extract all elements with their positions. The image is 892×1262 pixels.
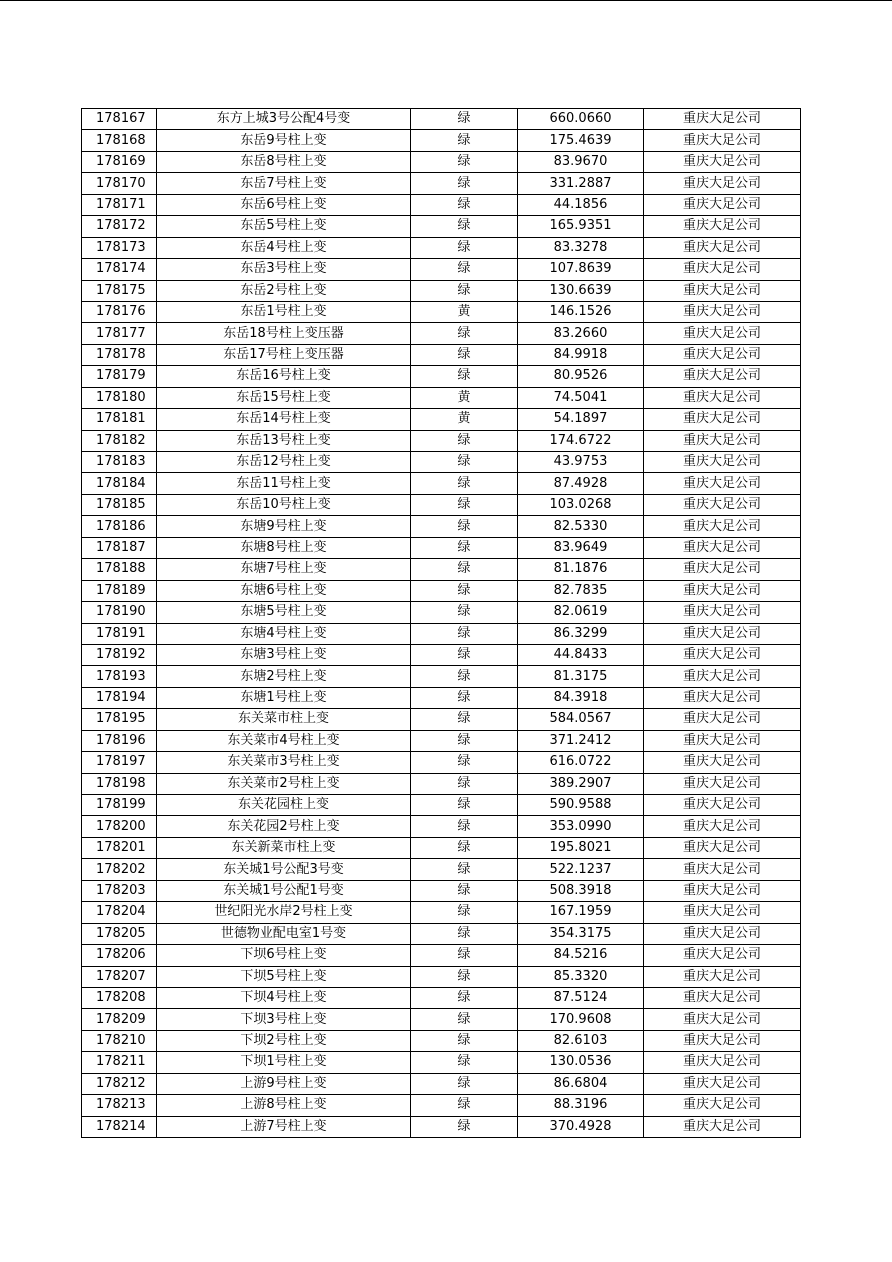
cell-id: 178174 xyxy=(82,259,157,280)
cell-id: 178190 xyxy=(82,602,157,623)
cell-company: 重庆大足公司 xyxy=(644,516,801,537)
cell-company: 重庆大足公司 xyxy=(644,1073,801,1094)
cell-name: 东关新菜市柱上变 xyxy=(157,837,411,858)
cell-name: 东岳16号柱上变 xyxy=(157,366,411,387)
cell-id: 178205 xyxy=(82,923,157,944)
cell-value: 87.5124 xyxy=(518,987,644,1008)
table-row xyxy=(82,795,801,816)
cell-company: 重庆大足公司 xyxy=(644,666,801,687)
cell-color-status: 绿 xyxy=(411,602,518,623)
cell-company: 重庆大足公司 xyxy=(644,559,801,580)
cell-value: 84.3918 xyxy=(518,687,644,708)
table-row xyxy=(82,773,801,794)
cell-value: 174.6722 xyxy=(518,430,644,451)
cell-value: 331.2887 xyxy=(518,173,644,194)
cell-value: 87.4928 xyxy=(518,473,644,494)
cell-value: 130.6639 xyxy=(518,280,644,301)
cell-id: 178171 xyxy=(82,194,157,215)
cell-color-status: 绿 xyxy=(411,923,518,944)
cell-value: 82.5330 xyxy=(518,516,644,537)
cell-id: 178212 xyxy=(82,1073,157,1094)
cell-color-status: 绿 xyxy=(411,966,518,987)
cell-name: 东塘7号柱上变 xyxy=(157,559,411,580)
table-row xyxy=(82,602,801,623)
cell-company: 重庆大足公司 xyxy=(644,923,801,944)
cell-value: 195.8021 xyxy=(518,837,644,858)
table-row xyxy=(82,880,801,901)
cell-value: 354.3175 xyxy=(518,923,644,944)
cell-name: 下坝3号柱上变 xyxy=(157,1009,411,1030)
cell-value: 522.1237 xyxy=(518,859,644,880)
cell-name: 下坝4号柱上变 xyxy=(157,987,411,1008)
cell-color-status: 黄 xyxy=(411,387,518,408)
cell-id: 178204 xyxy=(82,902,157,923)
cell-id: 178176 xyxy=(82,301,157,322)
cell-company: 重庆大足公司 xyxy=(644,194,801,215)
cell-id: 178168 xyxy=(82,130,157,151)
cell-id: 178193 xyxy=(82,666,157,687)
cell-value: 371.2412 xyxy=(518,730,644,751)
table-row xyxy=(82,709,801,730)
cell-company: 重庆大足公司 xyxy=(644,323,801,344)
table-row xyxy=(82,430,801,451)
cell-name: 世德物业配电室1号变 xyxy=(157,923,411,944)
cell-id: 178167 xyxy=(82,109,157,130)
cell-value: 584.0567 xyxy=(518,709,644,730)
cell-id: 178196 xyxy=(82,730,157,751)
cell-company: 重庆大足公司 xyxy=(644,109,801,130)
cell-color-status: 绿 xyxy=(411,730,518,751)
cell-name: 上游7号柱上变 xyxy=(157,1116,411,1137)
cell-company: 重庆大足公司 xyxy=(644,130,801,151)
cell-name: 上游9号柱上变 xyxy=(157,1073,411,1094)
cell-name: 东塘6号柱上变 xyxy=(157,580,411,601)
cell-id: 178202 xyxy=(82,859,157,880)
cell-name: 东关城1号公配1号变 xyxy=(157,880,411,901)
cell-color-status: 绿 xyxy=(411,1116,518,1137)
cell-id: 178184 xyxy=(82,473,157,494)
table-row xyxy=(82,1009,801,1030)
cell-id: 178203 xyxy=(82,880,157,901)
table-row xyxy=(82,1030,801,1051)
cell-color-status: 绿 xyxy=(411,644,518,665)
cell-color-status: 绿 xyxy=(411,1095,518,1116)
cell-company: 重庆大足公司 xyxy=(644,602,801,623)
cell-value: 86.3299 xyxy=(518,623,644,644)
cell-value: 81.1876 xyxy=(518,559,644,580)
cell-name: 东关菜市2号柱上变 xyxy=(157,773,411,794)
table-row xyxy=(82,859,801,880)
cell-company: 重庆大足公司 xyxy=(644,452,801,473)
transformer-table xyxy=(81,108,801,1138)
cell-id: 178191 xyxy=(82,623,157,644)
cell-id: 178198 xyxy=(82,773,157,794)
cell-color-status: 绿 xyxy=(411,452,518,473)
cell-value: 353.0990 xyxy=(518,816,644,837)
cell-color-status: 绿 xyxy=(411,709,518,730)
cell-id: 178209 xyxy=(82,1009,157,1030)
cell-name: 东岳2号柱上变 xyxy=(157,280,411,301)
cell-color-status: 绿 xyxy=(411,151,518,172)
cell-id: 178200 xyxy=(82,816,157,837)
cell-id: 178177 xyxy=(82,323,157,344)
cell-color-status: 绿 xyxy=(411,216,518,237)
cell-value: 83.2660 xyxy=(518,323,644,344)
cell-color-status: 绿 xyxy=(411,773,518,794)
table-row xyxy=(82,259,801,280)
cell-color-status: 绿 xyxy=(411,880,518,901)
table-row xyxy=(82,644,801,665)
cell-name: 东岳15号柱上变 xyxy=(157,387,411,408)
cell-color-status: 绿 xyxy=(411,795,518,816)
table-row xyxy=(82,559,801,580)
cell-id: 178214 xyxy=(82,1116,157,1137)
cell-value: 88.3196 xyxy=(518,1095,644,1116)
cell-id: 178213 xyxy=(82,1095,157,1116)
cell-color-status: 绿 xyxy=(411,1009,518,1030)
cell-name: 下坝1号柱上变 xyxy=(157,1052,411,1073)
table-row xyxy=(82,409,801,430)
cell-company: 重庆大足公司 xyxy=(644,580,801,601)
cell-id: 178181 xyxy=(82,409,157,430)
cell-value: 107.8639 xyxy=(518,259,644,280)
cell-color-status: 绿 xyxy=(411,537,518,558)
cell-value: 74.5041 xyxy=(518,387,644,408)
cell-value: 103.0268 xyxy=(518,494,644,515)
cell-id: 178183 xyxy=(82,452,157,473)
cell-name: 东关菜市4号柱上变 xyxy=(157,730,411,751)
cell-name: 东岳6号柱上变 xyxy=(157,194,411,215)
table-row xyxy=(82,687,801,708)
cell-name: 东岳14号柱上变 xyxy=(157,409,411,430)
cell-value: 370.4928 xyxy=(518,1116,644,1137)
cell-company: 重庆大足公司 xyxy=(644,173,801,194)
cell-color-status: 绿 xyxy=(411,237,518,258)
cell-color-status: 绿 xyxy=(411,859,518,880)
cell-value: 43.9753 xyxy=(518,452,644,473)
cell-id: 178179 xyxy=(82,366,157,387)
cell-id: 178186 xyxy=(82,516,157,537)
cell-color-status: 黄 xyxy=(411,409,518,430)
cell-name: 东塘5号柱上变 xyxy=(157,602,411,623)
cell-id: 178208 xyxy=(82,987,157,1008)
cell-color-status: 黄 xyxy=(411,301,518,322)
cell-name: 东岳18号柱上变压器 xyxy=(157,323,411,344)
cell-color-status: 绿 xyxy=(411,173,518,194)
cell-value: 84.9918 xyxy=(518,344,644,365)
cell-color-status: 绿 xyxy=(411,945,518,966)
table-row xyxy=(82,1052,801,1073)
cell-name: 东岳10号柱上变 xyxy=(157,494,411,515)
table-row xyxy=(82,280,801,301)
table-row xyxy=(82,237,801,258)
table-body xyxy=(82,109,801,1138)
cell-company: 重庆大足公司 xyxy=(644,1030,801,1051)
table-row xyxy=(82,987,801,1008)
cell-id: 178180 xyxy=(82,387,157,408)
cell-name: 东关菜市3号柱上变 xyxy=(157,752,411,773)
cell-value: 86.6804 xyxy=(518,1073,644,1094)
table-row xyxy=(82,130,801,151)
cell-color-status: 绿 xyxy=(411,473,518,494)
cell-value: 146.1526 xyxy=(518,301,644,322)
cell-company: 重庆大足公司 xyxy=(644,259,801,280)
cell-id: 178210 xyxy=(82,1030,157,1051)
table-row xyxy=(82,473,801,494)
table-row xyxy=(82,323,801,344)
table-row xyxy=(82,752,801,773)
table-row xyxy=(82,1073,801,1094)
cell-company: 重庆大足公司 xyxy=(644,859,801,880)
cell-color-status: 绿 xyxy=(411,666,518,687)
table-row xyxy=(82,966,801,987)
cell-name: 东岳12号柱上变 xyxy=(157,452,411,473)
cell-company: 重庆大足公司 xyxy=(644,687,801,708)
cell-color-status: 绿 xyxy=(411,1073,518,1094)
cell-name: 东塘8号柱上变 xyxy=(157,537,411,558)
cell-value: 54.1897 xyxy=(518,409,644,430)
cell-name: 世纪阳光水岸2号柱上变 xyxy=(157,902,411,923)
cell-name: 东塘4号柱上变 xyxy=(157,623,411,644)
cell-company: 重庆大足公司 xyxy=(644,709,801,730)
cell-value: 590.9588 xyxy=(518,795,644,816)
table-row xyxy=(82,537,801,558)
table-row xyxy=(82,1116,801,1137)
cell-name: 东关花园柱上变 xyxy=(157,795,411,816)
cell-name: 东岳17号柱上变压器 xyxy=(157,344,411,365)
cell-name: 东塘3号柱上变 xyxy=(157,644,411,665)
cell-color-status: 绿 xyxy=(411,902,518,923)
cell-color-status: 绿 xyxy=(411,430,518,451)
table-row xyxy=(82,666,801,687)
cell-id: 178173 xyxy=(82,237,157,258)
cell-name: 东塘1号柱上变 xyxy=(157,687,411,708)
cell-company: 重庆大足公司 xyxy=(644,473,801,494)
cell-id: 178199 xyxy=(82,795,157,816)
cell-name: 下坝5号柱上变 xyxy=(157,966,411,987)
table-row xyxy=(82,216,801,237)
cell-id: 178207 xyxy=(82,966,157,987)
cell-company: 重庆大足公司 xyxy=(644,816,801,837)
cell-name: 下坝2号柱上变 xyxy=(157,1030,411,1051)
cell-company: 重庆大足公司 xyxy=(644,966,801,987)
cell-company: 重庆大足公司 xyxy=(644,880,801,901)
cell-company: 重庆大足公司 xyxy=(644,537,801,558)
table-row xyxy=(82,387,801,408)
cell-id: 178192 xyxy=(82,644,157,665)
cell-color-status: 绿 xyxy=(411,816,518,837)
cell-company: 重庆大足公司 xyxy=(644,216,801,237)
cell-company: 重庆大足公司 xyxy=(644,730,801,751)
cell-name: 东方上城3号公配4号变 xyxy=(157,109,411,130)
cell-id: 178185 xyxy=(82,494,157,515)
cell-color-status: 绿 xyxy=(411,1030,518,1051)
cell-value: 83.9649 xyxy=(518,537,644,558)
page-top-border xyxy=(0,0,892,1)
table-row xyxy=(82,580,801,601)
cell-name: 东岳3号柱上变 xyxy=(157,259,411,280)
table-row xyxy=(82,623,801,644)
cell-value: 170.9608 xyxy=(518,1009,644,1030)
cell-company: 重庆大足公司 xyxy=(644,1095,801,1116)
cell-value: 165.9351 xyxy=(518,216,644,237)
cell-company: 重庆大足公司 xyxy=(644,1009,801,1030)
cell-name: 东关花园2号柱上变 xyxy=(157,816,411,837)
table-row xyxy=(82,816,801,837)
cell-color-status: 绿 xyxy=(411,752,518,773)
cell-id: 178211 xyxy=(82,1052,157,1073)
cell-name: 东关城1号公配3号变 xyxy=(157,859,411,880)
cell-color-status: 绿 xyxy=(411,494,518,515)
cell-color-status: 绿 xyxy=(411,1052,518,1073)
cell-value: 44.8433 xyxy=(518,644,644,665)
cell-color-status: 绿 xyxy=(411,323,518,344)
cell-value: 44.1856 xyxy=(518,194,644,215)
cell-name: 东岳7号柱上变 xyxy=(157,173,411,194)
cell-value: 82.0619 xyxy=(518,602,644,623)
cell-color-status: 绿 xyxy=(411,366,518,387)
table-row xyxy=(82,494,801,515)
cell-color-status: 绿 xyxy=(411,687,518,708)
cell-value: 80.9526 xyxy=(518,366,644,387)
cell-color-status: 绿 xyxy=(411,280,518,301)
cell-company: 重庆大足公司 xyxy=(644,1116,801,1137)
cell-company: 重庆大足公司 xyxy=(644,387,801,408)
cell-company: 重庆大足公司 xyxy=(644,280,801,301)
cell-value: 130.0536 xyxy=(518,1052,644,1073)
table-row xyxy=(82,516,801,537)
cell-name: 东岳9号柱上变 xyxy=(157,130,411,151)
cell-id: 178178 xyxy=(82,344,157,365)
cell-value: 81.3175 xyxy=(518,666,644,687)
table-row xyxy=(82,902,801,923)
table-row xyxy=(82,837,801,858)
cell-value: 660.0660 xyxy=(518,109,644,130)
table-row xyxy=(82,730,801,751)
cell-name: 东岳13号柱上变 xyxy=(157,430,411,451)
table-row xyxy=(82,109,801,130)
cell-company: 重庆大足公司 xyxy=(644,494,801,515)
cell-company: 重庆大足公司 xyxy=(644,902,801,923)
cell-id: 178172 xyxy=(82,216,157,237)
cell-color-status: 绿 xyxy=(411,109,518,130)
cell-id: 178187 xyxy=(82,537,157,558)
cell-company: 重庆大足公司 xyxy=(644,945,801,966)
cell-value: 616.0722 xyxy=(518,752,644,773)
table-row xyxy=(82,945,801,966)
cell-color-status: 绿 xyxy=(411,259,518,280)
cell-company: 重庆大足公司 xyxy=(644,237,801,258)
cell-company: 重庆大足公司 xyxy=(644,987,801,1008)
cell-id: 178189 xyxy=(82,580,157,601)
cell-company: 重庆大足公司 xyxy=(644,301,801,322)
cell-id: 178188 xyxy=(82,559,157,580)
table-row xyxy=(82,923,801,944)
cell-id: 178182 xyxy=(82,430,157,451)
cell-id: 178195 xyxy=(82,709,157,730)
table-row xyxy=(82,194,801,215)
table-row xyxy=(82,452,801,473)
table-row xyxy=(82,301,801,322)
table-row xyxy=(82,366,801,387)
cell-color-status: 绿 xyxy=(411,344,518,365)
cell-color-status: 绿 xyxy=(411,987,518,1008)
cell-value: 82.6103 xyxy=(518,1030,644,1051)
cell-company: 重庆大足公司 xyxy=(644,644,801,665)
table-row xyxy=(82,151,801,172)
cell-name: 东岳1号柱上变 xyxy=(157,301,411,322)
cell-name: 东岳8号柱上变 xyxy=(157,151,411,172)
cell-company: 重庆大足公司 xyxy=(644,773,801,794)
cell-id: 178206 xyxy=(82,945,157,966)
cell-color-status: 绿 xyxy=(411,516,518,537)
table-row xyxy=(82,344,801,365)
cell-company: 重庆大足公司 xyxy=(644,837,801,858)
cell-value: 167.1959 xyxy=(518,902,644,923)
cell-company: 重庆大足公司 xyxy=(644,752,801,773)
cell-id: 178169 xyxy=(82,151,157,172)
cell-company: 重庆大足公司 xyxy=(644,366,801,387)
cell-name: 下坝6号柱上变 xyxy=(157,945,411,966)
cell-value: 508.3918 xyxy=(518,880,644,901)
cell-name: 东岳5号柱上变 xyxy=(157,216,411,237)
cell-color-status: 绿 xyxy=(411,130,518,151)
cell-color-status: 绿 xyxy=(411,194,518,215)
cell-value: 84.5216 xyxy=(518,945,644,966)
cell-id: 178175 xyxy=(82,280,157,301)
cell-name: 上游8号柱上变 xyxy=(157,1095,411,1116)
cell-company: 重庆大足公司 xyxy=(644,430,801,451)
cell-company: 重庆大足公司 xyxy=(644,151,801,172)
table-row xyxy=(82,173,801,194)
cell-id: 178201 xyxy=(82,837,157,858)
cell-id: 178170 xyxy=(82,173,157,194)
cell-company: 重庆大足公司 xyxy=(644,795,801,816)
cell-name: 东岳4号柱上变 xyxy=(157,237,411,258)
cell-value: 175.4639 xyxy=(518,130,644,151)
cell-name: 东塘2号柱上变 xyxy=(157,666,411,687)
cell-id: 178197 xyxy=(82,752,157,773)
cell-company: 重庆大足公司 xyxy=(644,344,801,365)
cell-name: 东关菜市柱上变 xyxy=(157,709,411,730)
cell-color-status: 绿 xyxy=(411,837,518,858)
cell-value: 83.9670 xyxy=(518,151,644,172)
cell-company: 重庆大足公司 xyxy=(644,409,801,430)
cell-value: 85.3320 xyxy=(518,966,644,987)
cell-id: 178194 xyxy=(82,687,157,708)
cell-name: 东岳11号柱上变 xyxy=(157,473,411,494)
cell-value: 83.3278 xyxy=(518,237,644,258)
cell-value: 82.7835 xyxy=(518,580,644,601)
cell-value: 389.2907 xyxy=(518,773,644,794)
cell-company: 重庆大足公司 xyxy=(644,623,801,644)
cell-company: 重庆大足公司 xyxy=(644,1052,801,1073)
cell-color-status: 绿 xyxy=(411,580,518,601)
cell-name: 东塘9号柱上变 xyxy=(157,516,411,537)
cell-color-status: 绿 xyxy=(411,623,518,644)
cell-color-status: 绿 xyxy=(411,559,518,580)
table-row xyxy=(82,1095,801,1116)
